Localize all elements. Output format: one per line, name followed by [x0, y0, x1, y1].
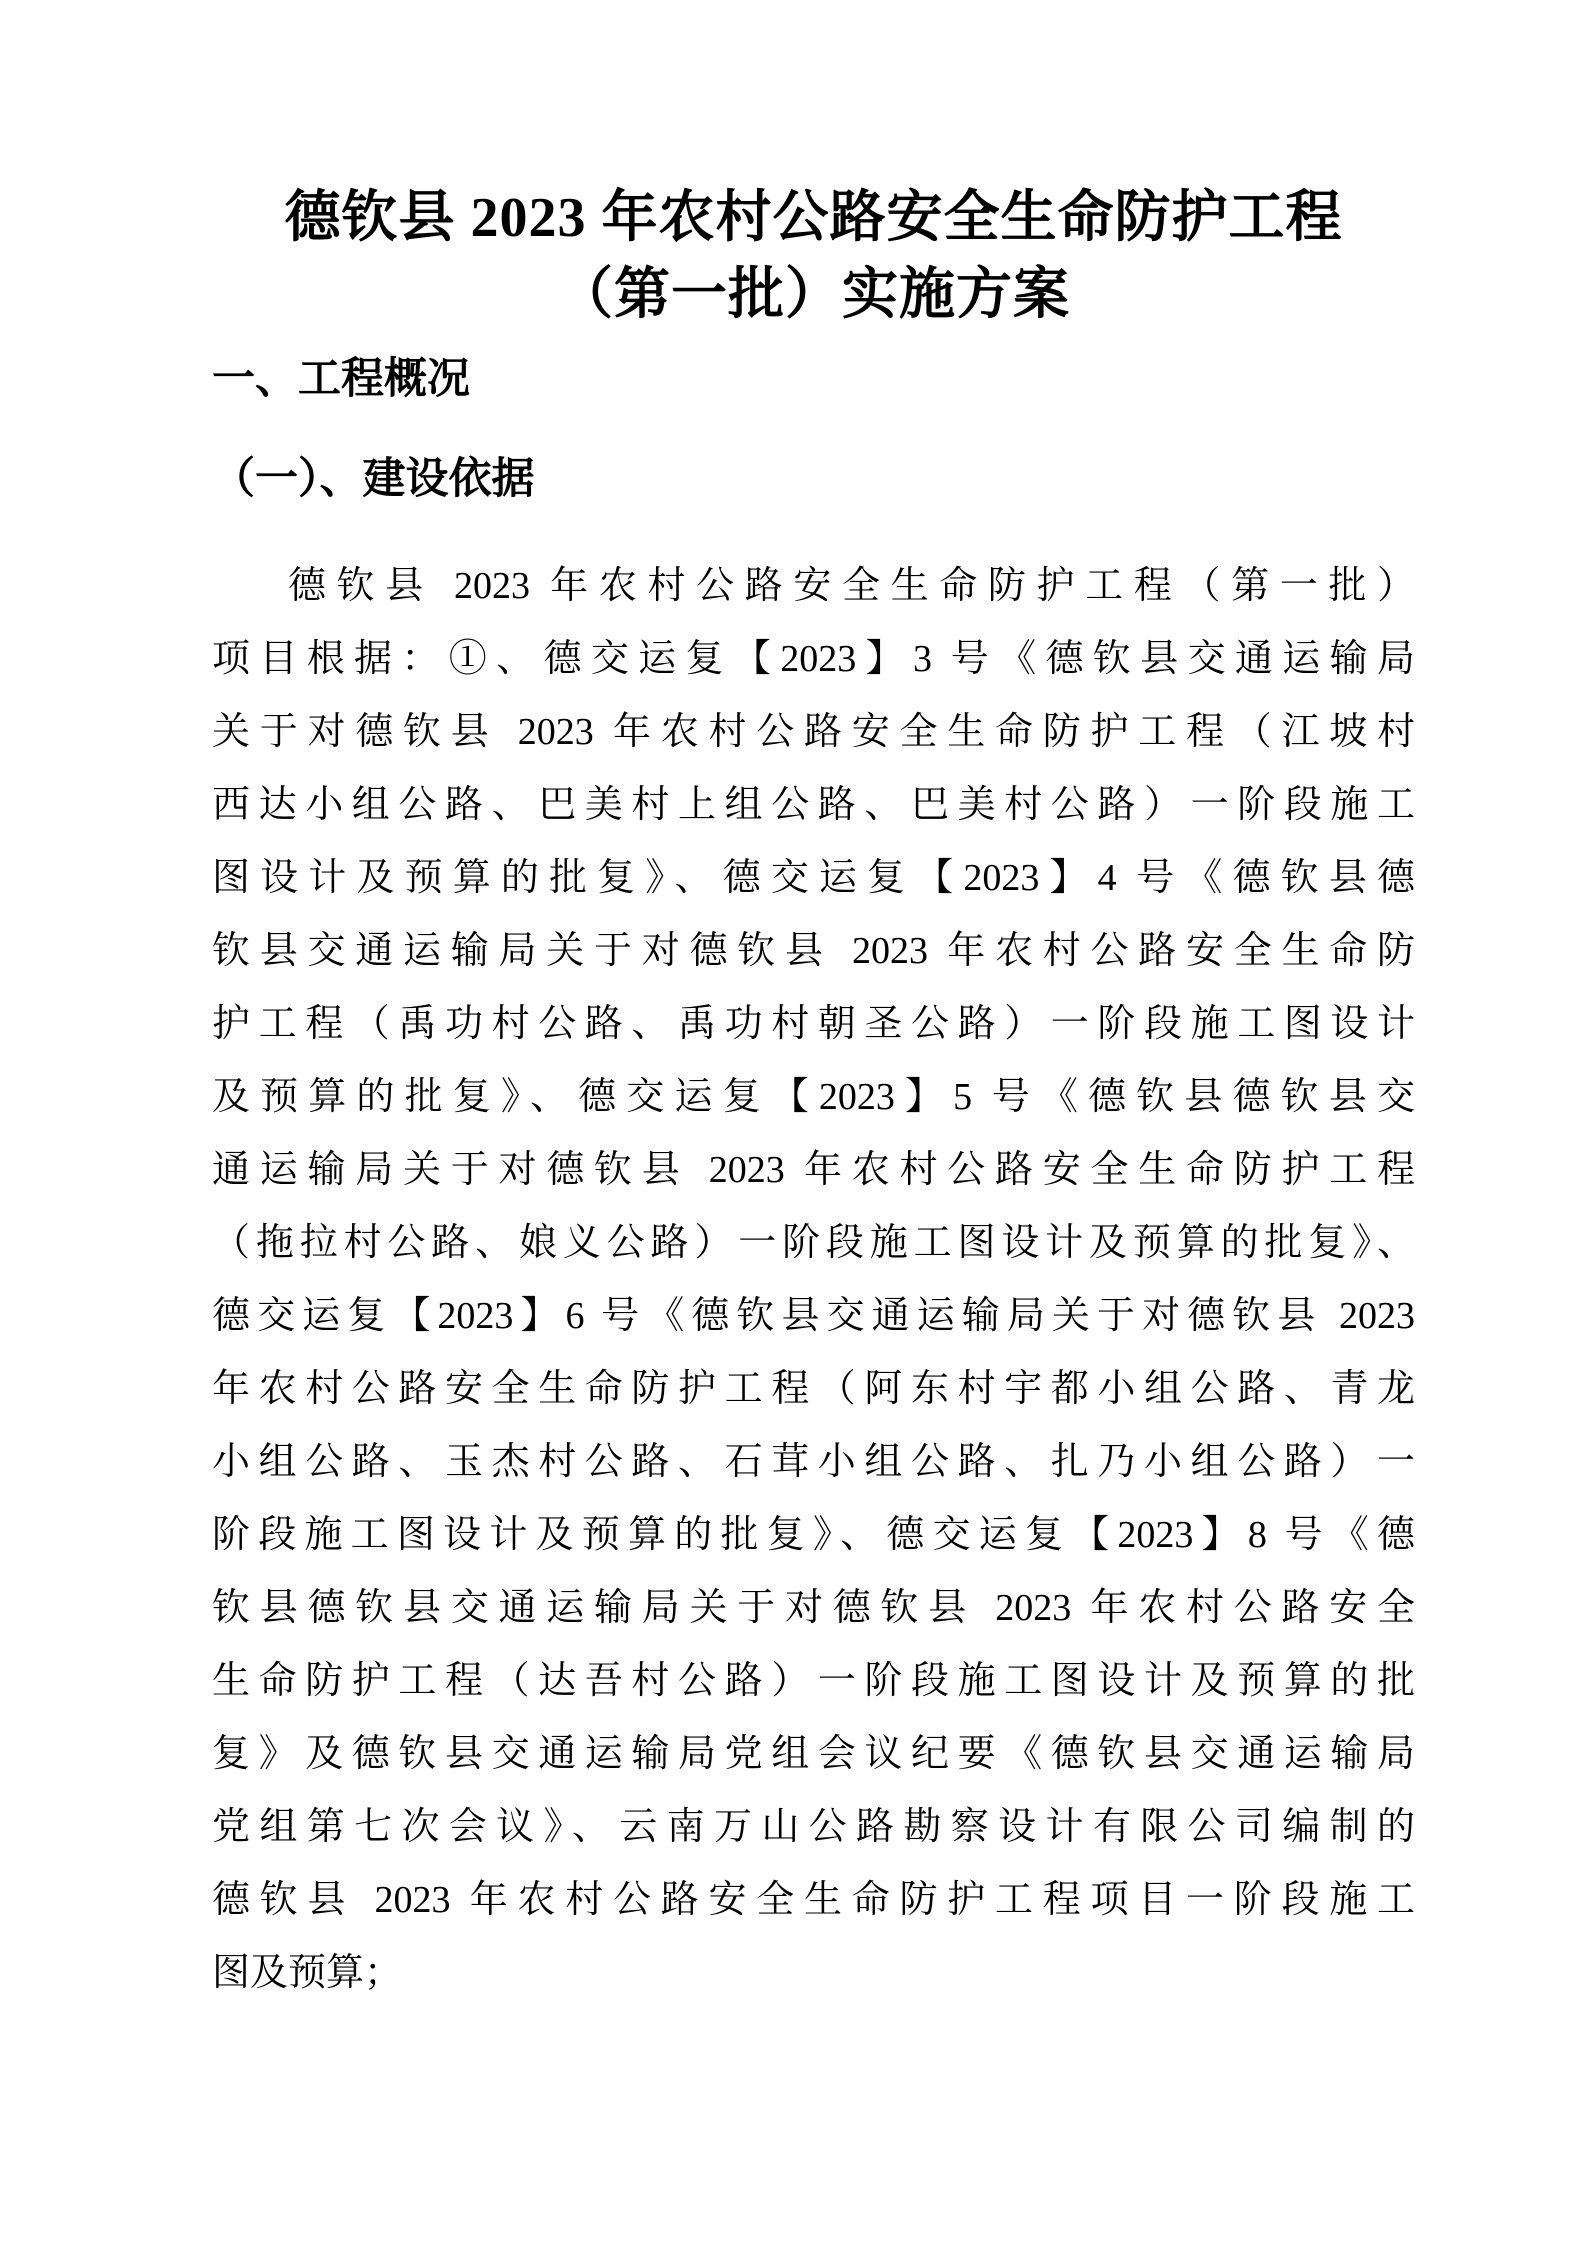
paragraph-line: 西达小组公路、巴美村上组公路、巴美村公路）一阶段施工 [212, 784, 1415, 826]
body-paragraph [212, 550, 1415, 2010]
paragraph-line: 德钦县 2023 年农村公路安全生命防护工程项目一阶段施工 [212, 1879, 1415, 1921]
paragraph-line: 阶段施工图设计及预算的批复》、德交运复【2023】8 号《德 [212, 1514, 1415, 1556]
paragraph-line: 钦县德钦县交通运输局关于对德钦县 2023 年农村公路安全 [212, 1587, 1415, 1629]
title-line-1: 德钦县 2023 年农村公路安全生命防护工程 [284, 187, 1343, 249]
paragraph-line: 通运输局关于对德钦县 2023 年农村公路安全生命防护工程 [212, 1149, 1415, 1191]
paragraph-line: 德钦县 2023 年农村公路安全生命防护工程（第一批） [288, 565, 1415, 607]
paragraph-line: 小组公路、玉杰村公路、石茸小组公路、扎乃小组公路）一 [212, 1441, 1415, 1483]
paragraph-line: 党组第七次会议》、云南万山公路勘察设计有限公司编制的 [212, 1806, 1415, 1848]
paragraph-line: 钦县交通运输局关于对德钦县 2023 年农村公路安全生命防 [212, 930, 1415, 972]
paragraph-line: 复》及德钦县交通运输局党组会议纪要《德钦县交通运输局 [212, 1733, 1415, 1775]
subsection-heading-construction-basis: （一）、建设依据 [212, 456, 535, 503]
paragraph-line: 护工程（禹功村公路、禹功村朝圣公路）一阶段施工图设计 [212, 1003, 1415, 1045]
title-line-2: （第一批）实施方案 [557, 264, 1070, 326]
paragraph-line: 年农村公路安全生命防护工程（阿东村宇都小组公路、青龙 [212, 1368, 1415, 1410]
paragraph-line: 图及预算； [212, 1952, 403, 1994]
paragraph-line: 生命防护工程（达吾村公路）一阶段施工图设计及预算的批 [212, 1660, 1415, 1702]
paragraph-line: 项目根据：①、德交运复【2023】3 号《德钦县交通运输局 [212, 638, 1415, 680]
paragraph-line: 关于对德钦县 2023 年农村公路安全生命防护工程（江坡村 [212, 711, 1415, 753]
document-content [212, 180, 1415, 2010]
paragraph-line: 及预算的批复》、德交运复【2023】5 号《德钦县德钦县交 [212, 1076, 1415, 1118]
paragraph-line: 德交运复【2023】6 号《德钦县交通运输局关于对德钦县 2023 [212, 1295, 1415, 1337]
paragraph-line: （拖拉村公路、娘义公路）一阶段施工图设计及预算的批复》、 [212, 1222, 1415, 1264]
section-heading-project-overview: 一、工程概况 [212, 356, 470, 403]
paragraph-line: 图设计及预算的批复》、德交运复【2023】4 号《德钦县德 [212, 857, 1415, 899]
page-title [212, 180, 1415, 334]
